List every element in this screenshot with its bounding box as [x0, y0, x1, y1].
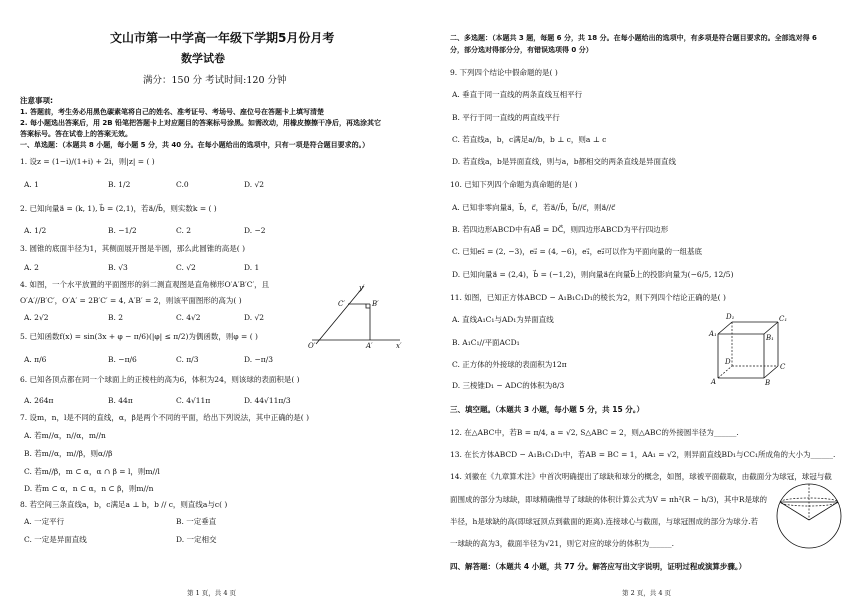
question-4-line-1: 4. 如图，一个水平放置的平面图形的斜二测直观图是直角梯形O′A′B′C′，且 — [20, 280, 270, 289]
label-c: C — [780, 363, 786, 371]
right-angle-mark — [366, 304, 370, 308]
page-footer-1: 第 1 页，共 4 页 — [187, 589, 237, 597]
label-d1: D₁ — [726, 313, 735, 321]
q5-option-a: A. π/6 — [24, 355, 47, 364]
q3-option-d: D. 1 — [244, 263, 260, 272]
question-10: 10. 已知下列四个命题为真命题的是( ) — [450, 180, 578, 189]
q10-option-b: B. 若四边形ABCD中有AB⃗ = DC⃗，则四边形ABCD为平行四边形 — [452, 225, 669, 234]
label-a: A — [711, 378, 717, 386]
q1-option-b: B. 1/2 — [108, 180, 131, 189]
q8-option-c: C. 一定是异面直线 — [24, 535, 87, 544]
label-a-prime: A′ — [366, 342, 373, 350]
question-2: 2. 已知向量a⃗ = (k, 1), b⃗ = (2,1)，若a⃗//b⃗，则实数k = ( ) — [20, 204, 217, 213]
note-2a: 2. 每小题选出答案后，用 2B 铅笔把答题卡上对应题目的答案标号涂黑。如需改动，用橡皮擦擦干净后，再选涂其它 — [20, 119, 382, 127]
label-x-prime: x′ — [396, 342, 402, 350]
question-14-line-2: 面围成的部分为球缺，即球精确推导了球缺的体积计算公式为V = πh²(R − h/3)，其中R是球的 — [450, 495, 768, 504]
section-2-heading-a: 二、多选题：（本题共 3 题，每题 6 分，共 18 分。在每小题给出的选项中，有多项是符合题目要求的。全部选对得 6 — [450, 34, 817, 42]
q4-option-b: B. 2 — [108, 313, 124, 322]
question-5: 5. 已知函数f(x) = sin(3x + φ − π/6)(|φ| ≤ π/2)为偶函数，则φ = ( ) — [20, 332, 258, 341]
question-13: 13. 在长方体ABCD − A₁B₁C₁D₁中，若AB = BC = 1，AA₁ = √2，则异面直线BD₁与CC₁所成角的大小为______. — [450, 450, 836, 459]
q9-option-c: C. 若直线a，b，c满足a//b，b ⊥ c，则a ⊥ c — [452, 135, 607, 144]
section-4-heading: 四、解答题：（本题共 4 小题，共 77 分。解答应写出文字说明，证明过程或演算步骤。） — [450, 562, 747, 571]
label-y-prime: y′ — [359, 284, 365, 292]
section-1-heading: 一、单选题：（本题共 8 小题，每小题 5 分，共 40 分。在每小题给出的选项中，只有一项是符合题目要求的。） — [20, 141, 370, 149]
q3-option-a: A. 2 — [24, 263, 39, 272]
question-6: 6. 已知各顶点都在同一个球面上的正棱柱的高为6，体积为24，则该球的表面积是( ) — [20, 375, 300, 384]
cube-figure — [708, 310, 788, 386]
question-14-line-3: 半径，h是球缺的高(即球冠顶点到截面的距离).连接球心与截面，与球冠围成的部分为球分.若 — [450, 517, 758, 526]
radius-left — [780, 502, 809, 520]
question-9: 9. 下列四个结论中假命题的是( ) — [450, 68, 558, 77]
q10-option-d: D. 已知向量a⃗ = (2,4)，b⃗ = (−1,2)，则向量a⃗在向量b⃗上的投影向量为(−6/5, 12/5) — [452, 270, 734, 279]
question-4-line-2: O′A′//B′C′，O′A′ = 2B′C′ = 4, A′B′ = 2，则该平面图形的高为( ) — [20, 296, 242, 305]
q11-option-b: B. A₁C₁//平面ACD₁ — [452, 338, 520, 347]
oblique-trapezoid-figure — [304, 278, 404, 350]
q10-option-c: C. 已知e₁⃗ = (2, −3)，e₂⃗ = (4, −6)，e₁⃗，e₂⃗可以作为平面向量的一组基底 — [452, 247, 703, 256]
q1-option-c: C.0 — [176, 180, 189, 189]
label-c-prime: C′ — [338, 300, 345, 308]
radius-right — [809, 502, 838, 520]
exam-page-2 — [438, 0, 856, 608]
q7-option-d: D. 若m ⊂ α，n ⊂ α，n ⊂ β，则m//n — [24, 484, 154, 493]
q8-option-d: D. 一定相交 — [176, 535, 217, 544]
edge-a-d-hidden — [718, 366, 732, 378]
q4-option-c: C. 4√2 — [176, 313, 201, 322]
q4-option-a: A. 2√2 — [24, 313, 49, 322]
label-b1: B₁ — [766, 334, 774, 342]
question-7: 7. 设m，n，l是不同的直线，α，β是两个不同的平面，给出下列说法，其中正确的是( ) — [20, 413, 310, 422]
q10-option-a: A. 已知非零向量a⃗，b⃗，c⃗，若a⃗//b⃗，b⃗//c⃗，则a⃗//c⃗ — [452, 203, 616, 212]
q1-option-d: D. √2 — [244, 180, 265, 189]
question-3: 3. 圆锥的底面半径为1，其侧面展开图是半圆，那么此圆锥的高是( ) — [20, 244, 246, 253]
q11-option-a: A. 直线A₁C₁与AD₁为异面直线 — [452, 315, 554, 324]
q11-option-d: D. 三棱锥D₁ − ADC的体积为8/3 — [452, 381, 565, 390]
q2-option-c: C. 2 — [176, 226, 192, 235]
spherical-cap-figure — [774, 478, 844, 554]
q6-option-d: D. 44√11π/3 — [244, 396, 291, 405]
q7-option-a: A. 若m//α，n//α，m//n — [24, 431, 106, 440]
q9-option-d: D. 若直线a，b是异面直线，则与a，b都相交的两条直线是异面直线 — [452, 157, 677, 166]
section-3-heading: 三、填空题。（本题共 3 小题，每小题 5 分，共 15 分。） — [450, 405, 645, 414]
question-8: 8. 若空间三条直线a，b，c满足a ⊥ b，b // c，则直线a与c( ) — [20, 500, 228, 509]
q4-option-d: D. √2 — [244, 313, 265, 322]
q7-option-b: B. 若m//α，m//β，则α//β — [24, 449, 113, 458]
exam-page-1 — [4, 0, 422, 608]
q5-option-b: B. −π/6 — [108, 355, 137, 364]
edge-b-c — [764, 366, 778, 378]
q7-option-c: C. 若m//β，m ⊂ α，α ∩ β = l，则m//l — [24, 467, 160, 476]
q5-option-d: D. −π/3 — [244, 355, 274, 364]
q2-option-b: B. −1/2 — [108, 226, 137, 235]
q1-option-a: A. 1 — [24, 180, 39, 189]
label-a1: A₁ — [709, 330, 717, 338]
exam-subtitle: 数学试卷 — [181, 52, 225, 65]
question-14-line-4: 一球缺的高为3，截面半径为√21，则它对应的球分的体积为______. — [450, 539, 674, 548]
section-2-heading-b: 分，部分选对得部分分，有错误选项得 0 分） — [450, 46, 593, 54]
edge-a1-d1 — [718, 322, 732, 334]
q3-option-c: C. √2 — [176, 263, 196, 272]
question-14-line-1: 14. 刘徽在《九章算术注》中首次明确提出了球缺和球分的概念，如图，球被平面截取，由截面分为球冠，球冠与截 — [450, 472, 832, 481]
q9-option-b: B. 平行于同一直线的两直线平行 — [452, 113, 560, 122]
q5-option-c: C. π/3 — [176, 355, 199, 364]
q9-option-a: A. 垂直于同一直线的两条直线互相平行 — [452, 90, 583, 99]
q8-option-a: A. 一定平行 — [24, 517, 65, 526]
q2-option-d: D. −2 — [244, 226, 266, 235]
q2-option-a: A. 1/2 — [24, 226, 47, 235]
note-2b: 答案标号。答在试卷上的答案无效。 — [20, 130, 132, 138]
note-1: 1. 答题前，考生务必用黑色碳素笔将自己的姓名、准考证号、考场号、座位号在答题卡上填写清楚 — [20, 108, 324, 116]
question-12: 12. 在△ABC中，若B = π/4, a = √2, S△ABC = 2，则△ABC的外接圆半径为______. — [450, 428, 739, 437]
q6-option-a: A. 264π — [24, 396, 54, 405]
label-b: B — [765, 379, 771, 386]
page-footer-2: 第 2 页，共 4 页 — [622, 589, 672, 597]
score-time-line: 满分：150 分 考试时间:120 分钟 — [143, 75, 287, 86]
label-b-prime: B′ — [372, 300, 379, 308]
label-c1: C₁ — [779, 315, 788, 323]
q6-option-b: B. 44π — [108, 396, 133, 405]
y-axis-line — [316, 286, 364, 344]
edge-b1-c1 — [764, 322, 778, 334]
notes-title: 注意事项: — [20, 96, 53, 105]
q11-option-c: C. 正方体的外接球的表面积为12π — [452, 360, 567, 369]
q8-option-b: B. 一定垂直 — [176, 517, 217, 526]
label-o-prime: O′ — [308, 342, 316, 350]
q3-option-b: B. √3 — [108, 263, 128, 272]
exam-title: 文山市第一中学高一年级下学期5月份月考 — [110, 31, 335, 45]
question-11: 11. 如图，已知正方体ABCD − A₁B₁C₁D₁的棱长为2，则下列四个结论正确的是( ) — [450, 293, 726, 302]
label-d: D — [725, 358, 731, 366]
question-1: 1. 设z = (1−i)/(1+i) + 2i，则|z| = ( ) — [20, 157, 155, 166]
q6-option-c: C. 4√11π — [176, 396, 211, 405]
